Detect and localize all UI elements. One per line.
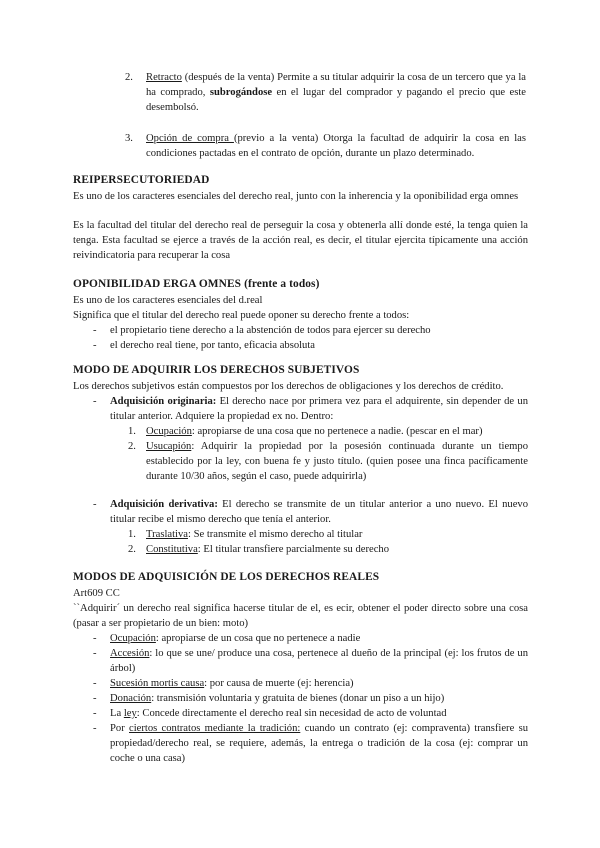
modos-item-donacion: Donación: transmisión voluntaria y gratuita de bienes (donar un piso a un hijo) [110, 693, 445, 704]
derivativa-paragraph: Adquisición derivativa: El derecho se transmite de un titular anterior a uno nuevo. El nuevo titular recibe el mismo derecho que tenía el anterior. [110, 499, 528, 525]
subrogandose-bold: subrogándose [209, 87, 273, 98]
oponibilidad-item-2: el derecho real tiene, por tanto, eficacia absoluta [110, 340, 316, 351]
reipersecutoriedad-p2: Es la facultad del titular del derecho real de perseguir la cosa y obtenerla allí donde esté, la tenga quien la tenga. Esta facultad se ejerce a través de la acción real, es decir, el titular ejercita típicamente una acción reivindicatoria para recuperar la cosa [73, 220, 528, 261]
traslativa-term: Traslativa [146, 529, 188, 540]
heading-oponibilidad: OPONIBILIDAD ERGA OMNES (frente a todos) [73, 278, 320, 290]
list-number: 2. [128, 544, 136, 555]
dash-bullet: - [93, 633, 97, 644]
heading-reipersecutoriedad: REIPERSECUTORIEDAD [73, 174, 210, 186]
opcion-paragraph: Opción de compra (previo a la venta) Otorga la facultad de adquirir la cosa en las condiciones pactadas en el contrato de opción, durante un plazo determinado. [146, 133, 526, 159]
dash-bullet: - [93, 678, 97, 689]
oponibilidad-item-1: el propietario tiene derecho a la abstención de todos para ejercer su derecho [110, 325, 431, 336]
modos-item-ocupacion: Ocupación: apropiarse de un cosa que no pertenece a nadie [110, 633, 361, 644]
ocupacion-item: Ocupación: apropiarse de una cosa que no pertenece a nadie. (pescar en el mar) [146, 426, 483, 437]
heading-modos-reales: MODOS DE ADQUISICIÓN DE LOS DERECHOS REALES [73, 571, 380, 583]
dash-bullet: - [93, 648, 97, 659]
constitutiva-item: Constitutiva: El titular transfiere parcialmente su derecho [146, 544, 389, 555]
constitutiva-term: Constitutiva [146, 544, 198, 555]
dash-bullet: - [93, 708, 97, 719]
modos-item-tradicion: Por ciertos contratos mediante la tradición: cuando un contrato (ej: compraventa) transfiere su propiedad/derecho real, se requiere, además, la entrega o tradición de la cosa (ej: comprar un coche o una casa) [110, 723, 528, 764]
article-reference: Art609 CC [73, 588, 120, 599]
list-number: 1. [128, 529, 136, 540]
list-number: 1. [128, 426, 136, 437]
modos-item-ley: La ley: Concede directamente el derecho real sin necesidad de acto de voluntad [110, 708, 447, 719]
dash-bullet: - [93, 693, 97, 704]
originaria-paragraph: Adquisición originaria: El derecho nace por primera vez para el adquirente, sin depender de un titular anterior. Adquiere la propiedad ex no. Dentro: [110, 396, 528, 422]
dash-bullet: - [93, 396, 97, 407]
usucapion-item: Usucapión: Adquirir la propiedad por la posesión continuada durante un tiempo establecido por la ley, con buena fe y justo título. (quien posee una finca pacíficamente durante 10/30 años, según el caso, puede adquirirla) [146, 441, 528, 482]
list-number: 2. [128, 441, 136, 452]
dash-bullet: - [93, 340, 97, 351]
dash-bullet: - [93, 499, 97, 510]
oponibilidad-p2: Significa que el titular del derecho real puede oponer su derecho frente a todos: [73, 310, 410, 321]
opcion-term: Opción de compra [146, 133, 234, 144]
derivativa-term: Adquisición derivativa: [110, 499, 218, 510]
dash-bullet: - [93, 325, 97, 336]
modos-item-accesion: Accesión: lo que se une/ produce una cosa, pertenece al dueño de la principal (ej: los frutos de un árbol) [110, 648, 528, 674]
retracto-paragraph: Retracto (después de la venta) Permite a su titular adquirir la cosa de un tercero que ya la ha comprado, subrogándose en el lugar del comprador y pagando el precio que este desembolsó. [146, 72, 526, 113]
modos-item-sucesion: Sucesión mortis causa: por causa de muerte (ej: herencia) [110, 678, 354, 689]
oponibilidad-p1: Es uno de los caracteres esenciales del d.real [73, 295, 263, 306]
heading-modo-subjetivos: MODO DE ADQUIRIR LOS DERECHOS SUBJETIVOS [73, 364, 360, 376]
modos-reales-intro: ``Adquirir´ un derecho real significa hacerse titular de el, es ecir, obtener el poder directo sobre una cosa (pasar a ser propietario de un bien: moto) [73, 603, 528, 629]
retracto-term: Retracto [146, 72, 182, 83]
dash-bullet: - [93, 723, 97, 734]
list-number: 3. [125, 133, 133, 144]
list-number: 2. [125, 72, 133, 83]
ocupacion-term: Ocupación [146, 426, 192, 437]
originaria-term: Adquisición originaria: [110, 396, 217, 407]
usucapion-term: Usucapión [146, 441, 192, 452]
modo-subjetivos-intro: Los derechos subjetivos están compuestos por los derechos de obligaciones y los derechos de crédito. [73, 381, 504, 392]
traslativa-item: Traslativa: Se transmite el mismo derecho al titular [146, 529, 363, 540]
reipersecutoriedad-p1: Es uno de los caracteres esenciales del derecho real, junto con la inherencia y la oponibilidad erga omnes [73, 191, 519, 202]
